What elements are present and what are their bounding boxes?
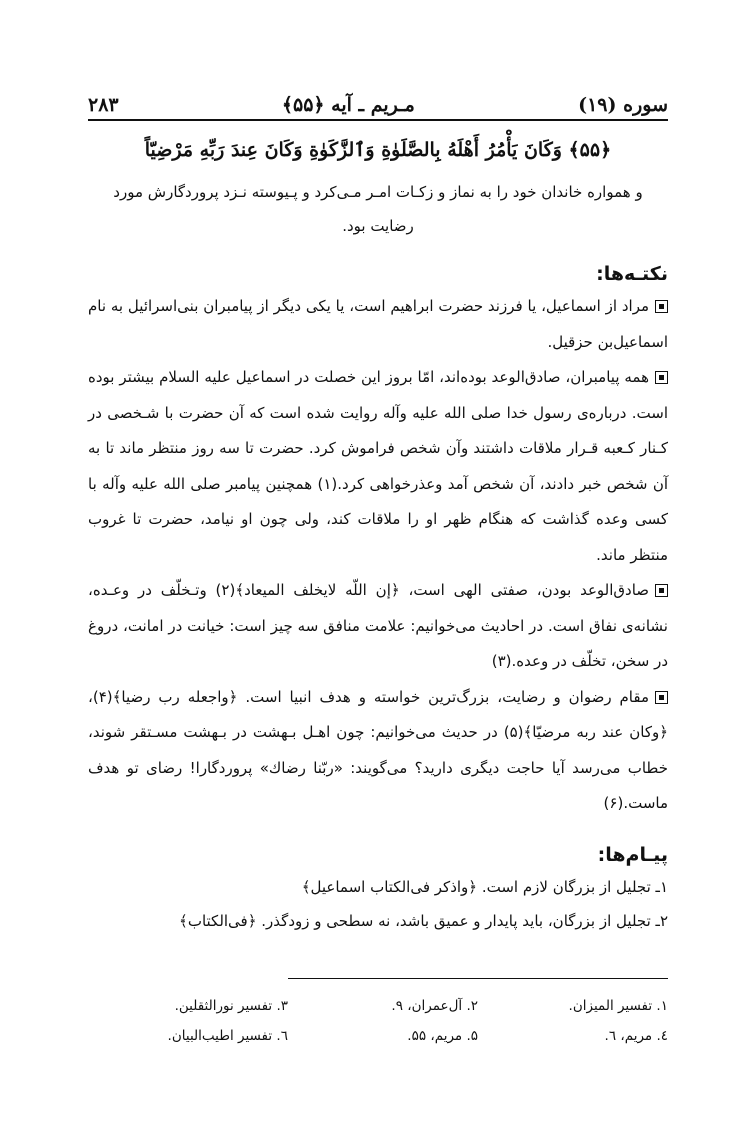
square-bullet-icon	[655, 371, 668, 384]
page-number: ۲۸۳	[88, 94, 119, 116]
footnote-divider	[288, 978, 668, 979]
note-item: مقام رضوان و رضايت، بزرگ‌ترين خواسته و هدف انبيا است. ﴿واجعله رب رضيا﴾(۴)، ﴿وكان عند ربه مرضيّا﴾(۵) در حديث مى‌خوانيم: چون اهـل بـهشت در بـهشت مسـتقر شوند، خطاب مى‌رسد آيا حاجت ديگرى داريد؟ مى‌گويند: «ربّنا رضاك» پروردگارا! رضاى تو هدف ماست.(۶)	[88, 687, 668, 812]
notes-section	[88, 263, 668, 822]
section-title: مـريم ـ آيه ﴿۵۵﴾	[281, 94, 415, 116]
footnote: ٦. تفسير اطيب‌البيان.	[167, 1027, 288, 1044]
footnote: ۲. آل‌عمران، ۹.	[391, 997, 478, 1014]
messages-heading: پيـام‌ها:	[597, 843, 668, 866]
square-bullet-icon	[655, 300, 668, 313]
surah-label: سوره (۱۹)	[578, 94, 668, 116]
message-item: ۲ـ تجليل از بزرگان، بايد پايدار و عميق باشد، نه سطحى و زودگذر. ﴿فى‌الكتاب﴾	[179, 911, 668, 930]
square-bullet-icon	[655, 584, 668, 597]
running-header	[88, 86, 668, 121]
quran-verse: ﴿۵۵﴾ وَكَانَ يَأْمُرُ أَهْلَهُ بِالصَّلَوٰةِ وَٱلزَّكَوٰةِ وَكَانَ عِندَ رَبِّهِ مَرْضِيّاً	[144, 139, 612, 161]
message-item: ۱ـ تجليل از بزرگان لازم است. ﴿واذكر فى‌الكتاب اسماعيل﴾	[301, 877, 668, 896]
page	[88, 86, 668, 1051]
notes-heading: نكتـه‌ها:	[596, 263, 668, 285]
note-item: مراد از اسماعيل، يا فرزند حضرت ابراهيم است، يا يكى ديگر از پيامبران بنى‌اسرائيل به نام اسماعيل‌بن حزقيل.	[88, 297, 668, 351]
note-item: صادق‌الوعد بودن، صفتى الهى است، ﴿إن اللّه لايخلف الميعاد﴾(۲) وتـخلّف در وعـده، نشانه‌ى نفاق است. در احاديث مى‌خوانيم: علامت منافق سه چيز است: خيانت در امانت، دروغ در سخن، تخلّف در وعده.(۳)	[88, 581, 668, 670]
footnotes	[88, 991, 668, 1051]
verse-translation: و همواره خاندان خود را به نماز و زكـات امـر مـى‌كرد و پـيوسته نـزد پروردگارش مورد رضايت بود.	[113, 183, 643, 235]
footnote: ۱. تفسير الميزان.	[568, 997, 668, 1014]
messages-section	[88, 844, 668, 938]
footnote: ۳. تفسير نورالثقلين.	[174, 997, 288, 1014]
square-bullet-icon	[655, 691, 668, 704]
footnote: ۵. مريم، ۵۵.	[407, 1027, 478, 1044]
footnote: ٤. مريم، ٦.	[604, 1027, 668, 1044]
note-item: همه پيامبران، صادق‌الوعد بوده‌اند، امّا بروز اين خصلت در اسماعيل‌ عليه السلام بيشتر بوده است. درباره‌ى رسول خدا صلى الله عليه وآله روايت شده است كه آن حضرت با شـخصى در كـنار كـعبه قـرار ملاقات داشتند وآن شخص فراموش كرد. حضرت تا سه روز منتظر ماند تا به آن شخص خبر دادند، آن شخص آمد وعذرخواهى كرد.(۱) همچنين پيامبر صلى الله عليه وآله با كسى وعده گذاشت كه هنگام ظهر او را ملاقات كند، ولى چون او نيامد، حضرت تا غروب منتظر ماند.	[88, 368, 669, 564]
